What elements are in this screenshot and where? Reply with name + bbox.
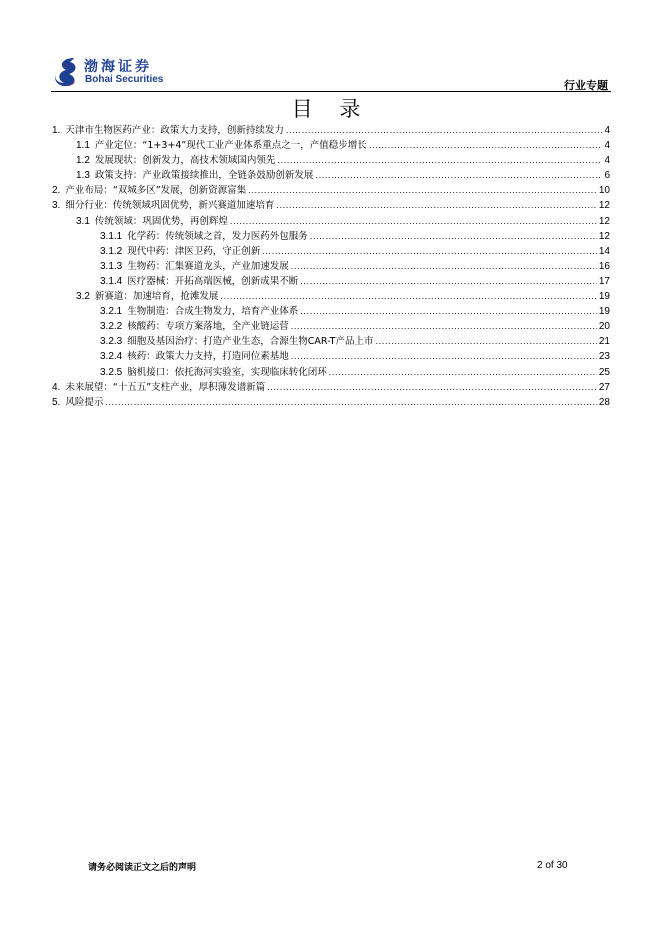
toc-entry-page: 4 <box>604 155 610 167</box>
toc-entry-title: 发展现状：创新发力，高技术领域国内领先 <box>94 155 276 167</box>
toc-entry[interactable] <box>52 288 610 303</box>
toc-entry-page: 19 <box>598 306 610 318</box>
toc-entry-title: 生物制造：合成生物发力，培育产业体系 <box>127 306 299 318</box>
toc-entry[interactable] <box>52 348 610 363</box>
toc-entry-page: 17 <box>598 275 610 287</box>
toc-leader-dots <box>230 217 597 226</box>
page-number: 2 of 30 <box>537 860 568 871</box>
toc-entry-page: 6 <box>604 170 610 182</box>
toc-entry-page: 12 <box>598 230 610 242</box>
toc-entry-page: 20 <box>598 321 610 333</box>
toc-leader-dots <box>300 277 597 286</box>
toc-entry-title: 产业定位：“1+3+4”现代工业产业体系重点之一，产值稳步增长 <box>94 140 367 152</box>
toc-leader-dots <box>375 337 596 346</box>
logo-chinese-name: 渤海证券 <box>84 59 152 75</box>
toc-leader-dots <box>300 307 597 316</box>
toc-leader-dots <box>105 398 597 407</box>
toc-entry-number: 1.1 <box>76 140 90 152</box>
toc-entry-number: 5. <box>52 396 61 408</box>
toc-entry[interactable] <box>52 228 610 243</box>
toc-entry-number: 4. <box>52 381 61 393</box>
toc-entry-number: 3.2.2 <box>100 321 123 333</box>
toc-entry-page: 4 <box>604 140 610 152</box>
toc-entry-page: 28 <box>598 396 610 408</box>
toc-entry-title: 传统领域：巩固优势，再创辉煌 <box>94 215 228 227</box>
toc-entry-title: 天津市生物医药产业：政策大力支持，创新持续发力 <box>65 125 284 136</box>
toc-entry[interactable] <box>52 333 610 348</box>
toc-entry[interactable] <box>52 122 610 137</box>
report-category-tag: 行业专题 <box>564 79 608 92</box>
toc-entry-number: 3.1.1 <box>100 230 123 242</box>
toc-entry-title: 核药：政策大力支持，打造同位素基地 <box>127 351 289 363</box>
toc-entry[interactable] <box>52 213 610 228</box>
toc-entry[interactable] <box>52 364 610 379</box>
toc-entry-title: 核酸药：专项方案落地，全产业链运营 <box>127 321 289 333</box>
company-logo <box>54 56 194 88</box>
toc-entry-title: 风险提示 <box>65 396 104 408</box>
toc-entry-number: 3.2.4 <box>100 351 123 363</box>
toc-leader-dots <box>220 292 596 301</box>
toc-entry-number: 3.2 <box>76 291 90 303</box>
toc-entry[interactable] <box>52 318 610 333</box>
toc-entry[interactable] <box>52 258 610 273</box>
toc-entry[interactable] <box>52 303 610 318</box>
toc-leader-dots <box>291 352 597 361</box>
table-of-contents <box>52 122 610 409</box>
toc-entry-page: 16 <box>598 260 610 272</box>
toc-entry-title: 脑机接口：依托海河实验室，实现临床转化闭环 <box>127 366 327 378</box>
toc-entry-page: 10 <box>598 185 610 197</box>
toc-entry[interactable] <box>52 137 610 152</box>
toc-entry-page: 12 <box>598 200 610 212</box>
toc-entry[interactable] <box>52 394 610 409</box>
toc-entry-title: 现代中药：津医卫药，守正创新 <box>127 245 261 257</box>
toc-leader-dots <box>267 383 597 392</box>
toc-entry-page: 4 <box>604 125 610 136</box>
bohai-swirl-logo-icon <box>54 56 80 88</box>
toc-entry-title: 未来展望：“十五五”支柱产业，厚积薄发谱新篇 <box>65 381 266 393</box>
toc-entry-title: 新赛道：加速培育，抢滩发展 <box>94 291 219 303</box>
toc-entry-title: 生物药：汇集赛道龙头，产业加速发展 <box>127 260 289 272</box>
toc-entry-number: 2. <box>52 185 61 197</box>
toc-entry-title: 政策支持：产业政策接续推出，全链条鼓励创新发展 <box>94 170 314 182</box>
toc-entry[interactable] <box>52 167 610 182</box>
toc-entry-title: 细胞及基因治疗：打造产业生态，合源生物CAR-T产品上市 <box>127 336 374 348</box>
toc-entry[interactable] <box>52 182 610 197</box>
toc-leader-dots <box>286 126 603 135</box>
toc-entry[interactable] <box>52 243 610 258</box>
toc-leader-dots <box>315 171 602 180</box>
toc-entry-number: 1.2 <box>76 155 90 167</box>
toc-entry-number: 1.3 <box>76 170 90 182</box>
toc-leader-dots <box>329 368 597 377</box>
toc-entry-number: 3.1.3 <box>100 260 123 272</box>
toc-entry-page: 23 <box>598 351 610 363</box>
toc-entry-title: 化学药：传统领域之首，发力医药外包服务 <box>127 230 308 242</box>
logo-english-name: Bohai Securities <box>85 74 164 85</box>
toc-entry-page: 14 <box>598 245 610 257</box>
toc-entry-number: 3.2.5 <box>100 366 123 378</box>
toc-entry-page: 27 <box>598 381 610 393</box>
toc-entry[interactable] <box>52 197 610 212</box>
toc-title: 目 录 <box>291 97 371 121</box>
toc-leader-dots <box>277 156 602 165</box>
toc-entry-number: 3.2.3 <box>100 336 123 348</box>
header-divider <box>51 91 611 92</box>
toc-leader-dots <box>276 201 597 210</box>
toc-entry-page: 21 <box>598 336 610 348</box>
toc-entry-page: 19 <box>598 291 610 303</box>
toc-leader-dots <box>291 262 597 271</box>
toc-entry-number: 3. <box>52 200 61 212</box>
toc-entry-number: 3.2.1 <box>100 306 123 318</box>
toc-entry-title: 细分行业：传统领域巩固优势，新兴赛道加速培育 <box>65 200 275 212</box>
toc-entry-number: 3.1.2 <box>100 245 123 257</box>
toc-entry-number: 3.1 <box>76 215 90 227</box>
toc-leader-dots <box>248 186 597 195</box>
toc-entry-title: 产业布局：“双城多区”发展，创新资源富集 <box>65 185 247 197</box>
toc-entry-page: 25 <box>598 366 610 378</box>
toc-entry-number: 1. <box>52 125 61 136</box>
toc-entry[interactable] <box>52 273 610 288</box>
toc-entry[interactable] <box>52 379 610 394</box>
toc-leader-dots <box>291 322 597 331</box>
toc-entry-page: 12 <box>598 215 610 227</box>
toc-entry-number: 3.1.4 <box>100 275 123 287</box>
toc-leader-dots <box>369 141 603 150</box>
toc-entry-title: 医疗器械：开拓高端医械，创新成果不断 <box>127 275 299 287</box>
toc-leader-dots <box>310 232 597 241</box>
toc-leader-dots <box>262 247 597 256</box>
disclaimer-note: 请务必阅读正文之后的声明 <box>88 863 197 873</box>
toc-entry[interactable] <box>52 152 610 167</box>
